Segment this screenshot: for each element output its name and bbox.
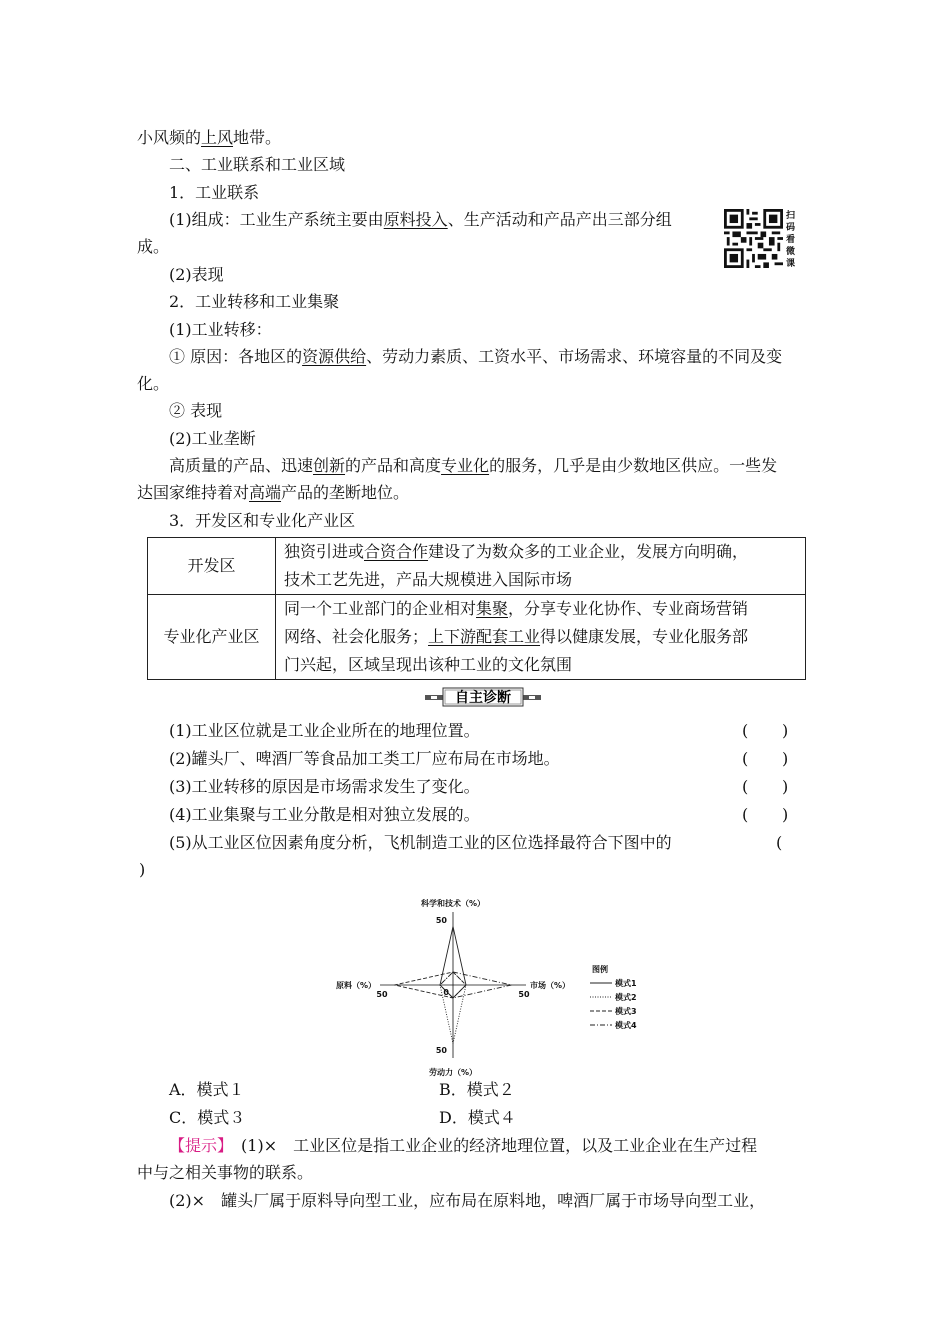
text-line: 成。 [137,237,170,256]
axis-label-top: 科学和技术（%） [420,899,486,908]
hint-line [169,1136,757,1156]
answer-paren[interactable]: ( [742,721,749,740]
table-row [148,538,806,595]
question: (5)从工业区位因素角度分析，飞机制造工业的区位选择最符合下图中的 [169,833,672,852]
tick-label-right: 50 [518,990,530,999]
option-b[interactable]: B．模式２ [439,1080,515,1099]
option-a[interactable]: A．模式１ [169,1080,245,1099]
qr-code-icon[interactable] [724,209,783,268]
text: 的产品和高度 [345,456,442,475]
table-cell: 独资引进或合资合作建设了为数众多的工业企业，发展方向明确， 技术工艺先进，产品大规模进入国际市场 [276,538,806,595]
text: 、生产活动和产品产出三部分组 [447,210,672,229]
underlined-term: 上下游配套工业 [428,627,541,646]
text: 小风频的 [137,128,202,147]
answer-paren[interactable]: ( [776,833,783,852]
hint-line: 中与之相关事物的联系。 [137,1163,314,1182]
answer-paren[interactable]: ) [782,749,789,768]
underlined-term: 集聚 [476,599,509,618]
underlined-term: 创新 [313,456,346,475]
section-title: 自主诊断 [455,690,511,706]
underlined-term: 专业化 [441,456,490,475]
text-line [169,347,782,367]
legend-title: 图例 [592,965,608,974]
option-d[interactable]: D．模式４ [439,1108,516,1127]
text: (1)× 工业区位是指工业企业的经济地理位置，以及工业企业在生产过程 [241,1136,758,1155]
qr-caption: 扫码看微课 [786,211,796,269]
legend-label-2: 模式2 [615,993,637,1002]
text: ① 原因：各地区的 [169,347,303,366]
tick-label-top: 50 [435,916,447,925]
tick-label-center: 0 [443,988,449,997]
table-row [148,595,806,680]
answer-paren[interactable]: ( [742,777,749,796]
hint-tag: 【提示】 [169,1136,226,1155]
text-line [169,456,777,476]
section-banner [425,688,541,708]
axis-label-right: 市场（%） [530,981,571,990]
answer-paren[interactable]: ) [782,777,789,796]
text-line [137,483,409,503]
table-key: 开发区 [148,538,276,595]
text-line: 化。 [137,374,170,393]
table-cell: 同一个工业部门的企业相对集聚，分享专业化协作、专业商场营销 网络、社会化服务；上下游配套工业得以健康发展，专业化服务部 门兴起，区域呈现出该种工业的文化氛围 [276,595,806,680]
underlined-term: 资源供给 [302,347,367,366]
legend-label-1: 模式1 [615,979,637,988]
answer-paren[interactable]: ) [782,721,789,740]
text: 地带。 [233,128,282,147]
answer-paren[interactable]: ( [742,805,749,824]
tick-label-bottom: 50 [435,1046,447,1055]
text-line: (2)工业垄断 [169,429,256,448]
answer-paren[interactable]: ( [742,749,749,768]
text: 的服务，几乎是由少数地区供应。一些发 [489,456,778,475]
text-line [137,128,281,148]
answer-paren[interactable]: ) [139,860,146,879]
text: 达国家维持着对 [137,483,250,502]
underlined-term: 高端 [249,483,282,502]
tick-label-left: 50 [376,990,388,999]
text: 高质量的产品、迅速 [169,456,314,475]
underlined-term: 上风 [201,128,234,147]
section-heading: 二、工业联系和工业区域 [169,155,346,174]
option-c[interactable]: C．模式３ [169,1108,246,1127]
subheading: 2．工业转移和工业集聚 [169,292,340,311]
answer-paren[interactable]: ) [782,805,789,824]
text-line [169,210,672,230]
axis-label-bottom: 劳动力（%） [428,1068,478,1077]
subheading: 1．工业联系 [169,183,260,202]
axis-label-left: 原料（%） [335,981,376,990]
question: (3)工业转移的原因是市场需求发生了变化。 [169,777,480,796]
radar-chart [318,890,668,1077]
question: (1)工业区位就是工业企业所在的地理位置。 [169,721,480,740]
legend-label-3: 模式3 [615,1007,637,1016]
question: (2)罐头厂、啤酒厂等食品加工类工厂应布局在市场地。 [169,749,560,768]
text: 、劳动力素质、工资水平、市场需求、环境容量的不同及变 [366,347,783,366]
zones-table [147,537,806,680]
text-line: (1)工业转移： [169,320,272,339]
legend-label-4: 模式4 [615,1021,637,1030]
underlined-term: 合资合作 [364,542,429,561]
text-line: (2)表现 [169,265,224,284]
text-line: ② 表现 [169,401,223,420]
hint-line: (2)× 罐头厂属于原料导向型工业，应布局在原料地，啤酒厂属于市场导向型工业， [169,1191,766,1210]
underlined-term: 原料投入 [383,210,448,229]
question: (4)工业集聚与工业分散是相对独立发展的。 [169,805,480,824]
subheading: 3．开发区和专业化产业区 [169,511,356,530]
text: (1)组成：工业生产系统主要由 [169,210,384,229]
table-key: 专业化产业区 [148,595,276,680]
text: 产品的垄断地位。 [281,483,410,502]
